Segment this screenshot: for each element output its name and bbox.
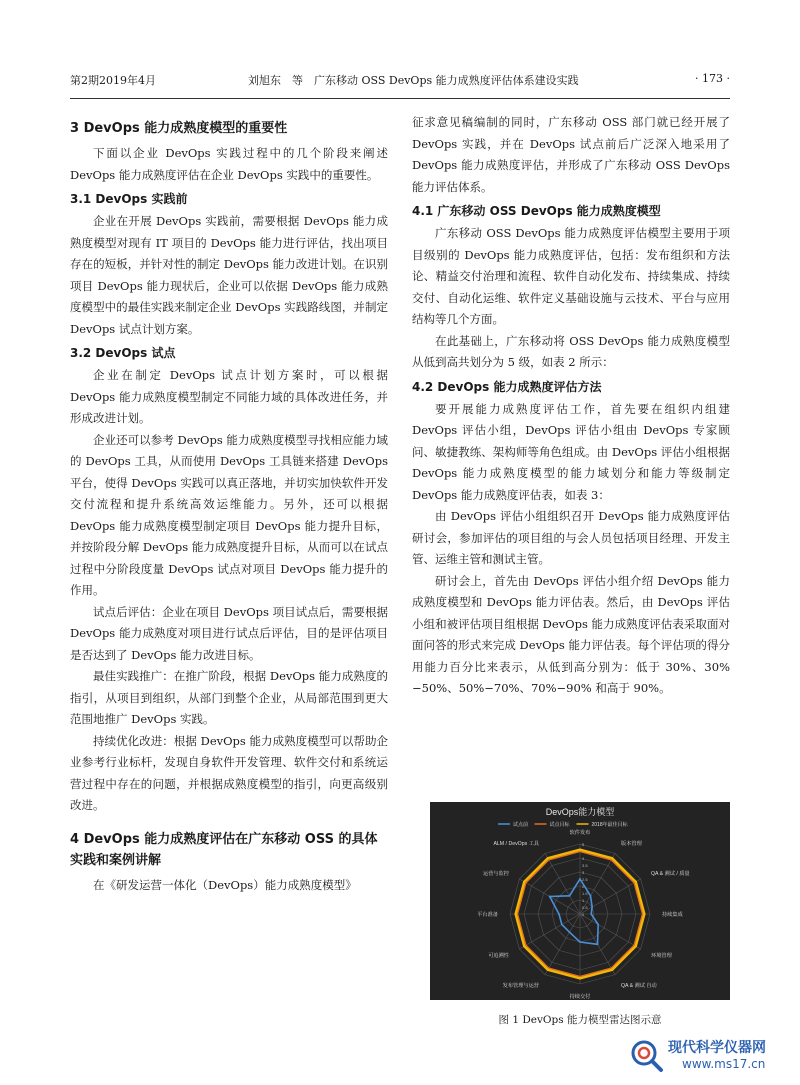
paragraph: 试点后评估：企业在项目 DevOps 项目试点后，需要根据 DevOps 能力成熟度对项目进行试点后评估，目的是评估项目是否达到了 DevOps 能力改进目标。: [70, 604, 388, 662]
data-point: [515, 913, 517, 915]
axis-label: 可追溯性: [488, 953, 509, 959]
page-number: · 173 ·: [695, 72, 730, 85]
figure-caption: 图 1 DevOps 能力模型雷达图示意: [498, 1014, 662, 1026]
data-point: [590, 895, 592, 897]
paragraph: 在此基础上，广东移动将 OSS DevOps 能力成熟度模型从低到高共划分为 5 级，如表 2 所示：: [412, 333, 730, 369]
data-point: [579, 878, 581, 880]
watermark-url: www.ms17.cn: [682, 1057, 766, 1071]
axis-label: QA & 测试 自动: [621, 983, 657, 990]
data-point: [635, 881, 637, 883]
data-point: [523, 945, 525, 947]
data-point: [569, 931, 571, 933]
radar-chart: [430, 802, 730, 1000]
data-point: [569, 895, 571, 897]
data-point: [644, 913, 646, 915]
radial-tick-label: 3: [582, 870, 585, 875]
paragraph: 研讨会上，首先由 DevOps 评估小组介绍 DevOps 能力成熟度模型和 DevOps 能力评估表。然后，由 DevOps 评估小组和被评估项目组根据 DevOps 能力成熟度评估表采取面对面问答的形式来完成 DevOps 能力评估表。每个评估项的得分用能力百分比来表示，从低到高分别为：低于 30%、30%−50%、50%−70%、70%−90% 和高于 90%。: [412, 573, 730, 695]
axis-label: 软件发布: [569, 830, 591, 836]
paragraph: 持续优化改进：根据 DevOps 能力成熟度模型可以帮助企业参考行业标杆，发现自身软件开发管理、软件交付和系统运营过程中存在的问题，并根据成熟度模型的指引，向更高级别改进。: [70, 733, 388, 812]
data-point: [549, 896, 551, 898]
axis-label: QA & 测试 / 质量: [651, 871, 690, 877]
data-point: [579, 978, 581, 980]
chart-legend: [498, 821, 629, 828]
paragraph: 征求意见稿编制的同时，广东移动 OSS 部门就已经开展了 DevOps 实践，并在 DevOps 试点前后广泛深入地采用了 DevOps 能力成熟度评估，并形成了广东移动 OSS DevOps 能力评估体系。: [412, 115, 730, 194]
section-3-1-title: 3.1 DevOps 实践前: [70, 192, 188, 206]
radial-tick-label: 0: [582, 912, 585, 917]
data-point: [597, 943, 599, 945]
radial-tick-label: 5: [582, 842, 585, 847]
data-point: [579, 941, 581, 943]
data-point: [611, 969, 613, 971]
radial-tick-label: 4.5: [582, 849, 588, 854]
section-3-title: 3 DevOps 能力成熟度模型的重要性: [70, 121, 288, 136]
section-4-2-title: 4.2 DevOps 能力成熟度评估方法: [412, 379, 602, 394]
watermark-name: 现代科学仪器网: [668, 1040, 766, 1056]
axis-label: 持续交付: [569, 994, 591, 1000]
issue-info: 第2期2019年4月: [70, 74, 156, 87]
paragraph: 企业在开展 DevOps 实践前，需要根据 DevOps 能力成熟度模型对现有 IT 项目的 DevOps 能力进行评估，找出项目存在的短板，并针对性的制定 DevOps 能力改进计划。在识别项目 DevOps 能力现状后，企业可以依据 DevOps 能力成熟度模型中的最佳实践来制定企业 DevOps 实践路线图，并制定 DevOps 试点计划方案。: [70, 214, 388, 336]
data-point: [523, 881, 525, 883]
paragraph: 企业在制定 DevOps 试点计划方案时，可以根据 DevOps 能力成熟度模型制定不同能力域的具体改进任务，并形成改进计划。: [70, 368, 388, 425]
data-point: [590, 913, 592, 915]
data-point: [591, 906, 593, 908]
axis-label: 版本管理: [621, 840, 642, 847]
data-point: [611, 857, 613, 859]
axis-label: 运营与监控: [483, 871, 509, 877]
paragraph: 广东移动 OSS DevOps 能力成熟度评估模型主要用于项目级别的 DevOps 能力成熟度评估，包括：发布组织和方法论、精益交付治理和流程、软件自动化发布、持续集成、持续交付、自动化运维、软件定义基础设施与云技术、平台与应用结构等几个方面。: [412, 226, 730, 326]
radial-tick-label: 0.5: [582, 905, 588, 910]
chart-title: DevOps能力模型: [545, 807, 615, 817]
radial-tick-label: 3.5: [582, 863, 588, 868]
paragraph: 下面以企业 DevOps 实践过程中的几个阶段来阐述 DevOps 能力成熟度评估在企业 DevOps 实践中的重要性。: [70, 146, 388, 182]
data-point: [547, 969, 549, 971]
paragraph: 要开展能力成熟度评估工作，首先要在组织内组建 DevOps 评估小组，DevOps 评估小组由 DevOps 专家顾问、敏捷教练、架构师等角色组成。由 DevOps 评估小组根据 DevOps 能力成熟度模型的能力域划分和能力等级制定 DevOps 能力成熟度评估表，如表 3：: [412, 401, 730, 502]
radial-tick-label: 2: [582, 884, 585, 889]
legend-label: 试点前: [513, 822, 529, 828]
running-header: [70, 72, 730, 90]
legend-label: 试点目标: [549, 822, 570, 828]
axis-label: 环境管理: [651, 953, 672, 959]
section-4-1-title: 4.1 广东移动 OSS DevOps 能力成熟度模型: [412, 204, 661, 218]
legend-label: 2018年最佳目标: [591, 822, 628, 828]
radial-tick-label: 1.5: [582, 891, 588, 896]
paragraph: 由 DevOps 评估小组组织召开 DevOps 能力成熟度评估研讨会，参加评估的项目组的与会人员包括项目经理、开发主管、运维主管和测试主管。: [412, 509, 730, 566]
axis-label: 持续集成: [662, 912, 683, 918]
paragraph: 在《研发运营一体化（DevOps）能力成熟度模型》: [93, 877, 357, 892]
authors-title: 刘旭东 等 广东移动 OSS DevOps 能力成熟度评估体系建设实践: [248, 74, 579, 87]
data-point: [558, 913, 560, 915]
watermark-logo-icon: [628, 1037, 664, 1073]
axis-label: 平台准备: [477, 912, 498, 918]
radial-tick-label: 1: [582, 898, 585, 903]
data-point: [547, 857, 549, 859]
radar-chart-figure: [430, 802, 730, 1000]
radar-grid: [510, 842, 650, 984]
radial-tick-label: 2.5: [582, 877, 588, 882]
left-column: [70, 112, 388, 896]
header-rule: [70, 98, 730, 99]
data-point: [635, 945, 637, 947]
section-3-2-title: 3.2 DevOps 试点: [70, 346, 176, 360]
data-point: [579, 849, 581, 851]
axis-label: ALM / DevOps 工具: [493, 840, 539, 847]
axis-label: 发布管理与运营: [502, 983, 539, 990]
right-column: [412, 112, 730, 700]
data-point: [561, 924, 563, 926]
paragraph: 企业还可以参考 DevOps 能力成熟度模型寻找相应能力域的 DevOps 工具，从而使用 DevOps 工具链来搭建 DevOps 平台，使得 DevOps 实践可以真正落地，并切实加快软件开发交付流程和提升系统高效运维能力。另外，还可以根据 DevOps 能力成熟度模型制定项目 DevOps 能力提升目标，并按阶段分解 DevOps 能力成熟度提升目标，从而可以在试点过程中分阶段度量 DevOps 试点对项目 DevOps 能力提升的作用。: [70, 432, 388, 597]
section-4-title: 4 DevOps 能力成熟度评估在广东移动 OSS 的具体实践和案例讲解: [70, 831, 378, 868]
watermark: [628, 1033, 788, 1079]
paragraph: 最佳实践推广：在推广阶段，根据 DevOps 能力成熟度的指引，从项目到组织，从部门到整个企业，从局部范围到更大范围地推广 DevOps 实践。: [70, 669, 388, 726]
data-point: [597, 924, 599, 926]
radial-tick-label: 4: [582, 856, 585, 861]
